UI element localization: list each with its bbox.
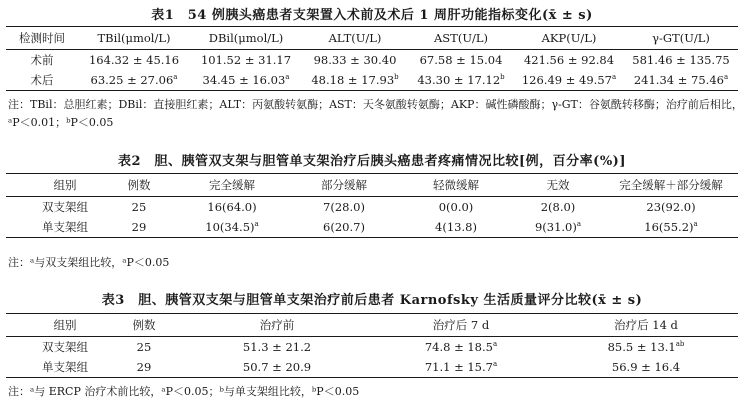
table-row	[6, 197, 738, 218]
cell-value: 101.52 ± 31.17	[200, 53, 292, 67]
table-cell	[624, 50, 738, 71]
cell-value: 98.33 ± 30.40	[313, 53, 397, 67]
table2-header-cell: 完全缓解	[176, 174, 288, 197]
row-label: 双支架组	[42, 340, 88, 354]
table1	[6, 26, 738, 91]
significance-mark: a	[492, 360, 498, 369]
table3-header-row	[6, 314, 738, 337]
table-cell	[186, 337, 368, 358]
cell-value: 29	[131, 220, 147, 234]
table2-note: 注：ᵃ与双支架组比较，ᵃP＜0.05	[8, 256, 170, 269]
table3-header-cell: 例数	[102, 314, 186, 337]
table-cell	[400, 197, 512, 218]
table2-caption: 表2 胆、胰管双支架与胆管单支架治疗后胰头癌患者疼痛情况比较[例，百分率(%)]	[117, 154, 626, 169]
table-cell	[624, 70, 738, 91]
table1-header-cell: TBil(μmol/L)	[78, 27, 190, 50]
cell-value: 2(8.0)	[540, 200, 576, 214]
table-cell	[408, 70, 514, 91]
table1-note-line2: ᵃP＜0.01；ᵇP＜0.05	[8, 116, 114, 129]
table-cell	[512, 217, 604, 238]
table1-header-cell: DBil(μmol/L)	[190, 27, 302, 50]
row-label: 双支架组	[42, 200, 88, 214]
significance-mark: a	[285, 73, 290, 82]
table1-header-cell: AST(U/L)	[408, 27, 514, 50]
significance-mark: a	[254, 220, 259, 229]
significance-mark: ab	[675, 340, 685, 349]
cell-value: 29	[136, 360, 152, 374]
table1-header-cell: γ-GT(U/L)	[624, 27, 738, 50]
table3-header-cell: 治疗前	[186, 314, 368, 337]
cell-value: 34.45 ± 16.03	[202, 73, 286, 87]
table-cell	[604, 217, 738, 238]
table-cell	[102, 217, 176, 238]
table1-header-row	[6, 27, 738, 50]
table-row	[6, 357, 738, 378]
table-cell	[368, 337, 554, 358]
table-cell	[512, 197, 604, 218]
table-cell	[186, 357, 368, 378]
table-cell	[302, 70, 408, 91]
table2-header-cell: 组别	[6, 174, 102, 197]
table-cell	[102, 337, 186, 358]
cell-value: 7(28.0)	[323, 200, 365, 214]
significance-mark: a	[492, 340, 498, 349]
cell-value: 85.5 ± 13.1	[607, 340, 676, 354]
table2-header-cell: 部分缓解	[288, 174, 400, 197]
table2-header-row	[6, 174, 738, 197]
table-cell	[554, 337, 738, 358]
table-row	[6, 337, 738, 358]
table-cell	[514, 50, 624, 71]
table-cell	[604, 197, 738, 218]
significance-mark: a	[173, 73, 178, 82]
table-cell	[288, 217, 400, 238]
table-row	[6, 217, 738, 238]
table3	[6, 313, 738, 378]
significance-mark: b	[500, 73, 505, 82]
table-cell	[554, 357, 738, 378]
cell-value: 74.8 ± 18.5	[424, 340, 493, 354]
row-label: 单支架组	[6, 357, 102, 378]
table3-caption: 表3 胆、胰管双支架与胆管单支架治疗前后患者 Karnofsky 生活质量评分比较(x̄ ± s)	[101, 293, 643, 308]
cell-value: 6(20.7)	[323, 220, 365, 234]
table1-note-line1: 注：TBil：总胆红素；DBil：直接胆红素；ALT：丙氨酸转氨酶；AST：天冬氨酸转氨酶；AKP：碱性磷酸酶；γ-GT：谷氨酰转移酶；治疗前后相比，	[8, 98, 743, 111]
row-label: 术后	[6, 70, 78, 91]
cell-value: 581.46 ± 135.75	[632, 53, 730, 67]
table1-header-cell: 检测时间	[6, 27, 78, 50]
table3-header-cell: 治疗后 14 d	[554, 314, 738, 337]
table-cell	[102, 357, 186, 378]
cell-value: 63.25 ± 27.06	[90, 73, 174, 87]
table-cell	[408, 50, 514, 71]
table3-note: 注：ᵃ与 ERCP 治疗术前比较，ᵃP＜0.05；ᵇ与单支架组比较，ᵇP＜0.05	[8, 385, 360, 398]
significance-mark: b	[394, 73, 399, 82]
cell-value: 421.56 ± 92.84	[523, 53, 615, 67]
cell-value: 10(34.5)	[205, 220, 255, 234]
cell-value: 16(55.2)	[644, 220, 694, 234]
table-cell	[176, 197, 288, 218]
cell-value: 4(13.8)	[435, 220, 477, 234]
table-cell	[400, 217, 512, 238]
table2-header-cell: 例数	[102, 174, 176, 197]
cell-value: 9(31.0)	[534, 220, 577, 234]
table2	[6, 173, 738, 238]
table2-header-cell: 无效	[512, 174, 604, 197]
cell-value: 164.32 ± 45.16	[88, 53, 180, 67]
cell-value: 23(92.0)	[646, 200, 696, 214]
table-row	[6, 70, 738, 91]
cell-value: 241.34 ± 75.46	[633, 73, 724, 87]
significance-mark: a	[723, 73, 729, 82]
table-row	[6, 50, 738, 71]
cell-value: 16(64.0)	[207, 200, 257, 214]
table1-header-cell: ALT(U/L)	[302, 27, 408, 50]
cell-value: 0(0.0)	[438, 200, 474, 214]
table-cell	[302, 50, 408, 71]
cell-value: 67.58 ± 15.04	[419, 53, 503, 67]
cell-value: 25	[131, 200, 147, 214]
table1-header-cell: AKP(U/L)	[514, 27, 624, 50]
cell-value: 71.1 ± 15.7	[424, 360, 493, 374]
table3-header-cell: 组别	[6, 314, 102, 337]
table-cell	[368, 357, 554, 378]
row-label: 术前	[30, 53, 54, 67]
table-cell	[78, 70, 190, 91]
cell-value: 43.30 ± 17.12	[417, 73, 501, 87]
significance-mark: a	[576, 220, 582, 229]
table2-header-cell: 完全缓解＋部分缓解	[604, 174, 738, 197]
cell-value: 50.7 ± 20.9	[242, 360, 312, 374]
cell-value: 51.3 ± 21.2	[242, 340, 312, 354]
table-cell	[514, 70, 624, 91]
row-label: 单支架组	[6, 217, 102, 238]
table-cell	[190, 50, 302, 71]
significance-mark: a	[693, 220, 698, 229]
significance-mark: a	[611, 73, 617, 82]
table-cell	[176, 217, 288, 238]
table-cell	[102, 197, 176, 218]
table2-header-cell: 轻微缓解	[400, 174, 512, 197]
table3-header-cell: 治疗后 7 d	[368, 314, 554, 337]
cell-value: 48.18 ± 17.93	[311, 73, 395, 87]
table-cell	[288, 197, 400, 218]
table-cell	[190, 70, 302, 91]
table-cell	[78, 50, 190, 71]
cell-value: 126.49 ± 49.57	[521, 73, 612, 87]
cell-value: 25	[136, 340, 152, 354]
cell-value: 56.9 ± 16.4	[611, 360, 681, 374]
table1-caption: 表1 54 例胰头癌患者支架置入术前及术后 1 周肝功能指标变化(x̄ ± s)	[151, 8, 593, 23]
